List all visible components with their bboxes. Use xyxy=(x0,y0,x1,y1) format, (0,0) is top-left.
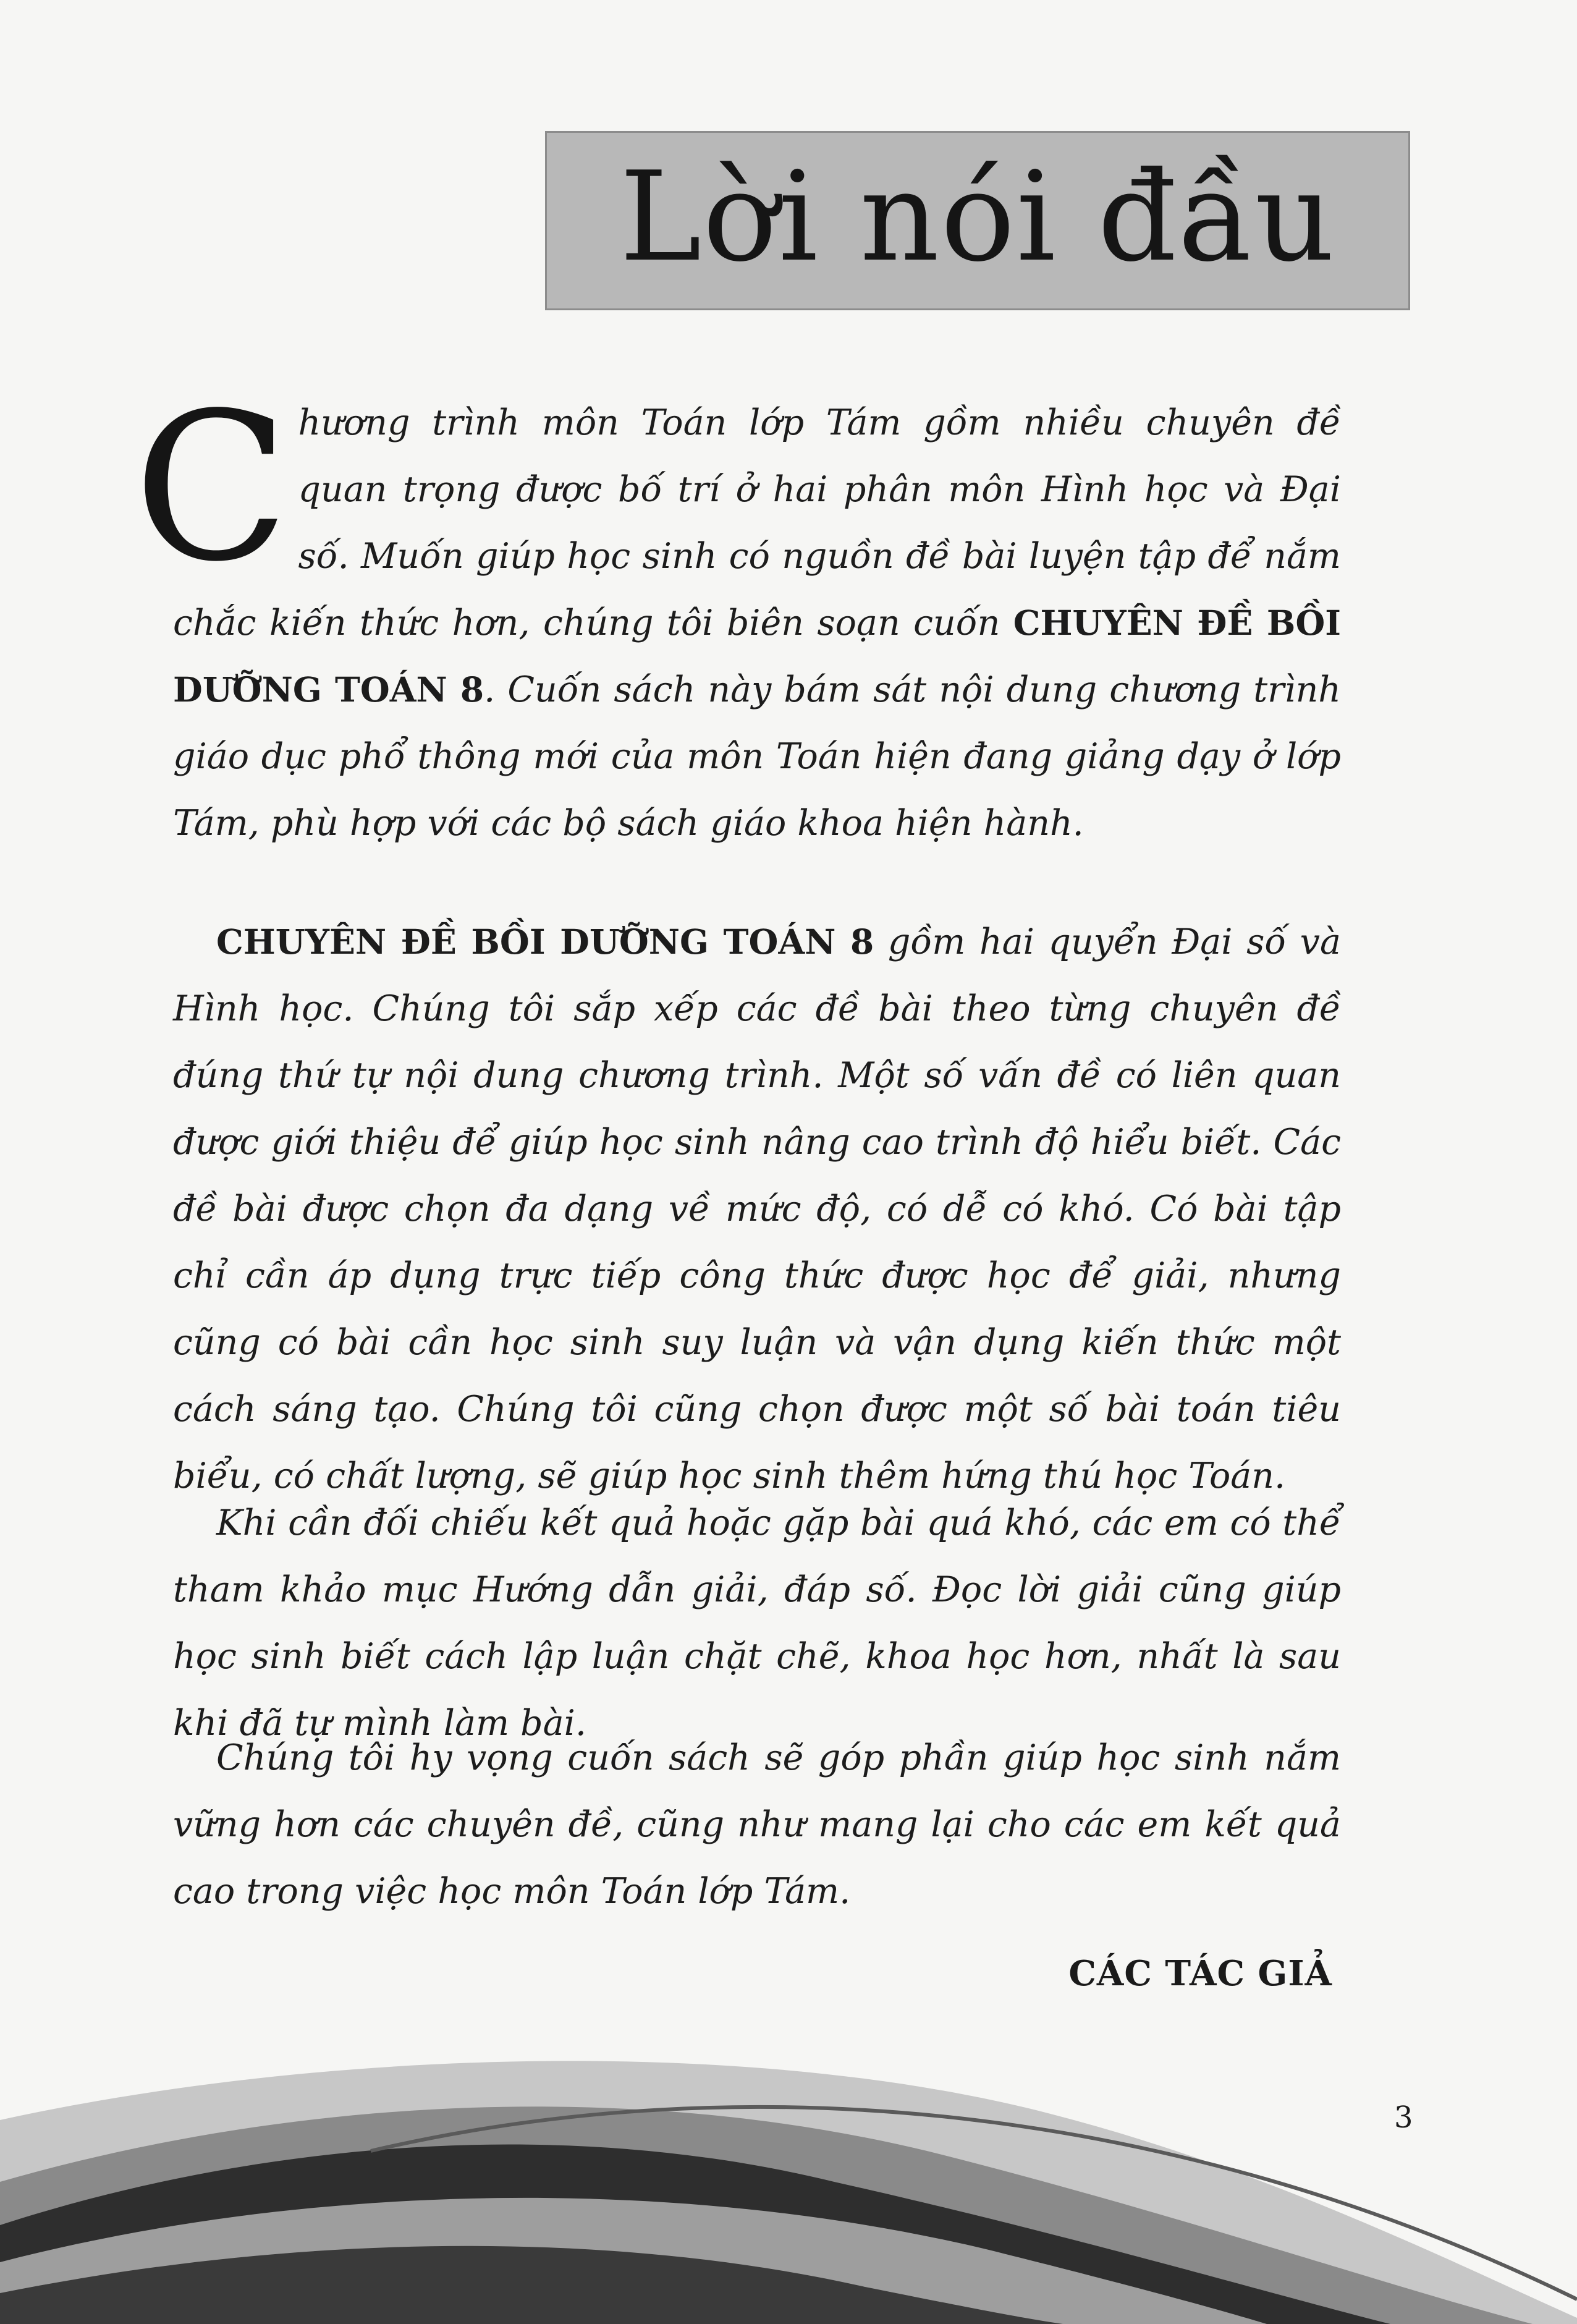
book-title-bold: CHUYÊN ĐỀ BỒI DƯỠNG TOÁN 8 xyxy=(173,603,1341,710)
paragraph-1 xyxy=(133,369,1341,857)
drop-cap: C xyxy=(133,369,290,606)
paragraph-3: Khi cần đối chiếu kết quả hoặc gặp bài quá khó, các em có thể tham khảo mục Hướng dẫn giải, đáp số. Đọc lời giải cũng giúp học sinh biết cách lập luận chặt chẽ, khoa học hơn, nhất là sau khi đã tự mình làm bài. xyxy=(173,1503,1341,1744)
paragraph-1-text-b: . Cuốn sách này bám sát nội dung chương trình giáo dục phổ thông mới của môn Toán hiện đang giảng dạy ở lớp Tám, phù hợp với các bộ sách giáo khoa hiện hành. xyxy=(173,669,1341,844)
title-box xyxy=(545,131,1410,310)
paragraph-1-text-a: hương trình môn Toán lớp Tám gồm nhiều chuyên đề quan trọng được bố trí ở hai phân môn Hình học và Đại số. Muốn giúp học sinh có nguồn đề bài luyện tập để nắm chắc kiến thức hơn, chúng tôi biên soạn cuốn xyxy=(173,402,1341,643)
decorative-wave xyxy=(0,2027,1577,2324)
page-number: 3 xyxy=(1394,2100,1413,2135)
page-title: Lời nói đầu xyxy=(619,145,1336,289)
signature: CÁC TÁC GIẢ xyxy=(1068,1953,1332,1994)
book-title-bold-2: CHUYÊN ĐỀ BỒI DƯỠNG TOÁN 8 xyxy=(216,922,874,962)
paragraph-2 xyxy=(173,909,1341,1509)
paragraph-2-text: gồm hai quyển Đại số và Hình học. Chúng tôi sắp xếp các đề bài theo từng chuyên đề đúng thứ tự nội dung chương trình. Một số vấn đề có liên quan được giới thiệu để giúp học sinh nâng cao trình độ hiểu biết. Các đề bài được chọn đa dạng về mức độ, có dễ có khó. Có bài tập chỉ cần áp dụng trực tiếp công thức được học để giải, nhưng cũng có bài cần học sinh suy luận và vận dụng kiến thức một cách sáng tạo. Chúng tôi cũng chọn được một số bài toán tiêu biểu, có chất lượng, sẽ giúp học sinh thêm hứng thú học Toán. xyxy=(173,922,1341,1496)
paragraph-4: Chúng tôi hy vọng cuốn sách sẽ góp phần giúp học sinh nắm vững hơn các chuyên đề, cũng như mang lại cho các em kết quả cao trong việc học môn Toán lớp Tám. xyxy=(173,1737,1341,1912)
